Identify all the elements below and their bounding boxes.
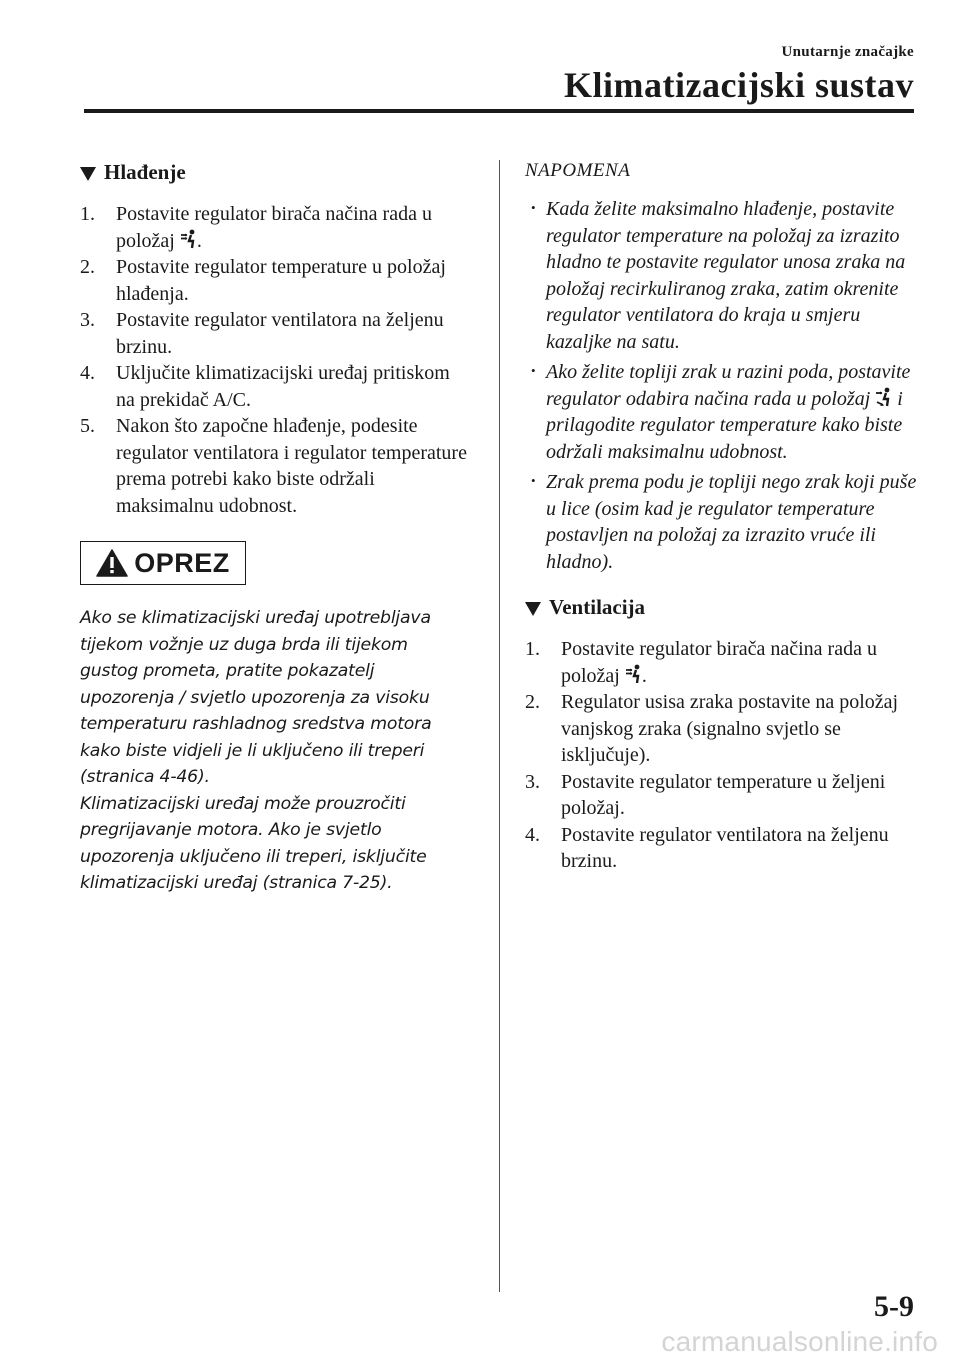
page-number: 5-9: [874, 1290, 914, 1323]
face-vent-mode-icon: [180, 229, 197, 249]
face-floor-vent-mode-icon: [875, 387, 892, 407]
left-column: [80, 160, 470, 897]
right-column: [525, 160, 925, 875]
step-text: Postavite regulator temperature u položaj hlađenja.: [116, 256, 446, 305]
list-item: [80, 413, 470, 519]
list-item: [525, 769, 925, 822]
step-number: 5.: [80, 415, 95, 437]
step-number: 2.: [525, 691, 540, 713]
caution-label: OPREZ: [134, 547, 230, 578]
note-text: Kada želite maksimalno hlađenje, postavite regulator temperature na položaj za izrazito hladno te postavite regulator unosa zraka na položaj recirkuliranog zraka, zatim okrenite regulator ventilatora do kraja u smjeru kazaljke na satu.: [546, 198, 906, 353]
list-item: [80, 201, 470, 254]
cooling-steps: [80, 201, 470, 519]
caution-paragraph: Klimatizacijski uređaj može prouzročiti pregrijavanje motora. Ako je svjetlo upozorenja uključeno ili treperi, isključite klimatizacijski uređaj (stranica 7-25).: [80, 793, 427, 893]
note-text-end: i prilagodite regulator temperature kako biste održali maksimalnu udobnost.: [546, 387, 903, 463]
step-text: Nakon što započne hlađenje, podesite regulator ventilatora i regulator temperature prema potrebi kako biste održali maksimalnu udobnost.: [116, 415, 467, 517]
step-text: Uključite klimatizacijski uređaj pritiskom na prekidač A/C.: [116, 362, 450, 411]
step-text-end: .: [196, 229, 202, 252]
step-text: Postavite regulator birača načina rada u položaj: [116, 203, 432, 252]
step-text: Postavite regulator birača načina rada u položaj: [561, 638, 877, 687]
caution-box: [80, 541, 246, 585]
list-item: [525, 689, 925, 769]
triangle-bullet-icon: [80, 167, 96, 181]
list-item: [525, 469, 925, 575]
cooling-heading: [80, 160, 470, 185]
step-number: 1.: [525, 638, 540, 660]
list-item: [525, 196, 925, 355]
step-number: 2.: [80, 256, 95, 278]
list-item: [80, 307, 470, 360]
triangle-bullet-icon: [525, 602, 541, 616]
list-item: [525, 822, 925, 875]
step-text: Postavite regulator ventilatora na željenu brzinu.: [561, 823, 889, 872]
caution-paragraph: Ako se klimatizacijski uređaj upotrebljava tijekom vožnje uz duga brda ili tijekom gustog prometa, pratite pokazatelj upozorenja / svjetlo upozorenja za visoku temperaturu rashladnog sredstva motora kako biste vidjeli je li uključeno ili treperi (stranica 4-46).: [80, 608, 432, 787]
list-item: [525, 359, 925, 465]
note-list: [525, 196, 925, 575]
watermark[interactable]: carmanualsonline.info: [661, 1326, 938, 1357]
list-item: [525, 636, 925, 689]
step-number: 3.: [80, 309, 95, 331]
step-text: Regulator usisa zraka postavite na položaj vanjskog zraka (signalno svjetlo se isključuje).: [561, 691, 899, 766]
ventilation-heading: [525, 595, 925, 620]
header-rule: [84, 109, 914, 113]
step-number: 1.: [80, 203, 95, 225]
step-text-end: .: [641, 664, 647, 687]
face-vent-mode-icon: [625, 664, 642, 684]
cooling-heading-text: Hlađenje: [104, 160, 186, 184]
note-text: Zrak prema podu je topliji nego zrak koji puše u lice (osim kad je regulator temperature postavljen na položaj za izrazito vruće ili hladno).: [546, 471, 917, 573]
step-number: 4.: [80, 362, 95, 384]
list-item: [80, 254, 470, 307]
ventilation-steps: [525, 636, 925, 875]
caution-text: [80, 605, 470, 897]
note-title: NAPOMENA: [525, 160, 631, 181]
chapter-label: Unutarnje značajke: [781, 44, 914, 60]
warning-triangle-icon: [96, 549, 128, 577]
note-text: Ako želite topliji zrak u razini poda, postavite regulator odabira načina rada u položaj: [546, 361, 911, 410]
column-divider: [499, 160, 500, 1292]
list-item: [80, 360, 470, 413]
step-text: Postavite regulator ventilatora na željenu brzinu.: [116, 309, 444, 358]
ventilation-heading-text: Ventilacija: [549, 595, 646, 619]
step-number: 4.: [525, 823, 540, 846]
page-title: Klimatizacijski sustav: [564, 65, 914, 105]
step-text: Postavite regulator temperature u željeni položaj.: [561, 770, 886, 819]
step-number: 3.: [525, 770, 540, 793]
